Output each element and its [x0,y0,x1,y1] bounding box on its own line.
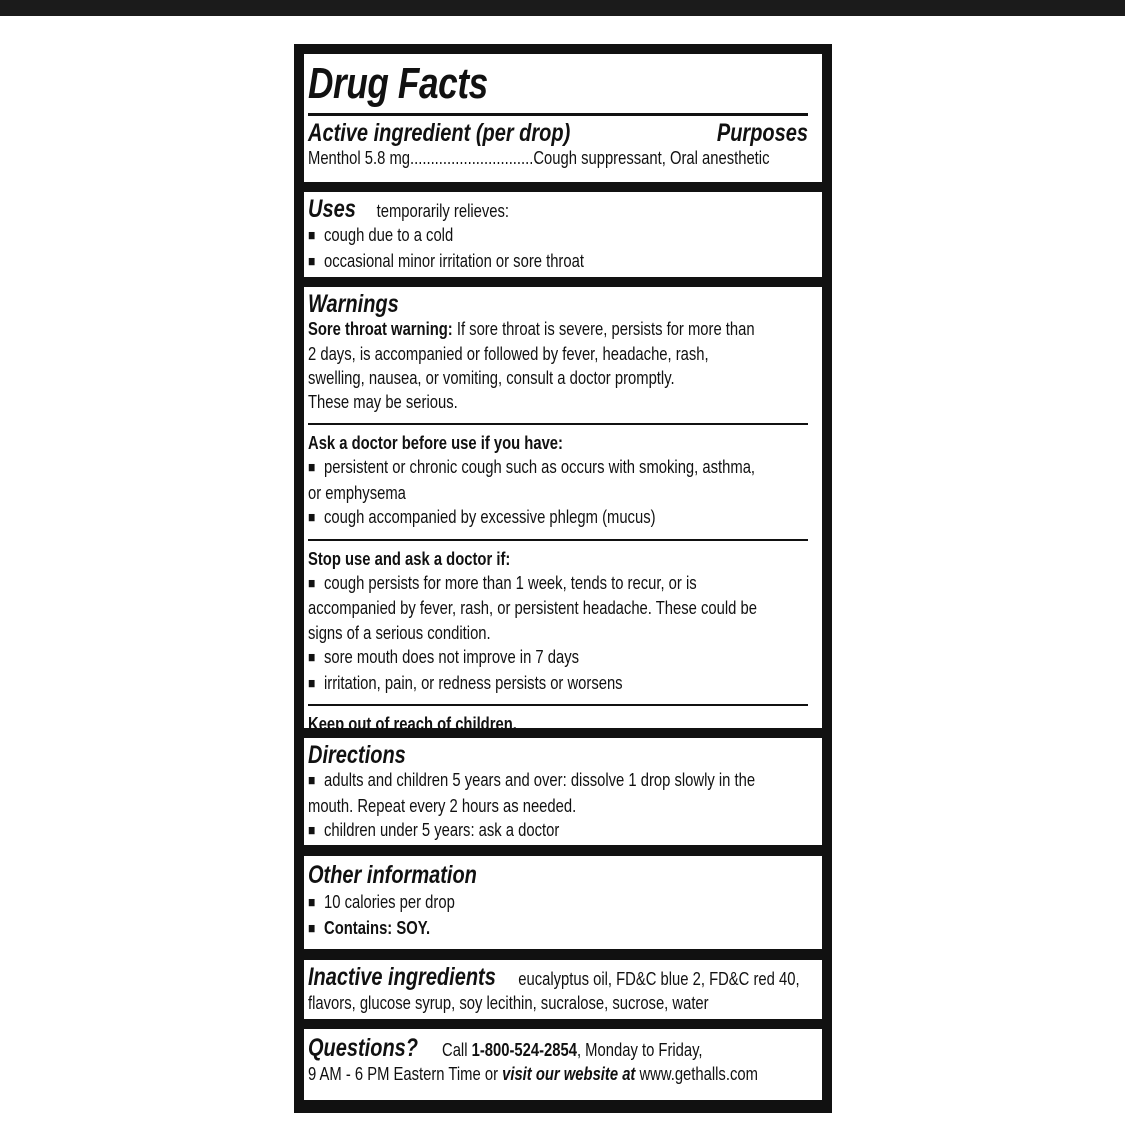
list-item-continued: or emphysema [308,481,406,503]
sore-throat-text: 2 days, is accompanied or followed by fever, headache, rash, [308,342,709,364]
phone-number[interactable]: 1-800-524-2854 [471,1039,577,1060]
directions-section [304,738,822,845]
other-information-heading: Other information [308,861,477,889]
list-item-continued: mouth. Repeat every 2 hours as needed. [308,794,577,816]
divider [308,704,808,706]
list-item: ■ occasional minor irritation or sore throat [308,249,808,274]
sore-throat-text: swelling, nausea, or vomiting, consult a doctor promptly. [308,367,675,389]
list-item: ■ persistent or chronic cough such as occurs with smoking, asthma, [308,455,808,480]
allergen-statement: ■ Contains: SOY. [308,916,808,941]
ask-doctor-heading: Ask a doctor before use if you have: [308,431,563,453]
list-item: ■ sore mouth does not improve in 7 days [308,645,808,670]
page-title: Drug Facts [308,59,488,108]
other-information-section [304,856,822,949]
list-item: ■ adults and children 5 years and over: dissolve 1 drop slowly in the [308,768,808,793]
list-item-continued: signs of a serious condition. [308,621,491,643]
warnings-heading: Warnings [308,290,399,318]
uses-heading: Uses [308,195,356,223]
sore-throat-label: Sore throat warning: [308,318,453,340]
sore-throat-text: If sore throat is severe, persists for more than [452,318,755,340]
list-item: ■ cough accompanied by excessive phlegm (mucus) [308,505,808,530]
stop-use-heading: Stop use and ask a doctor if: [308,547,511,569]
sore-throat-text: These may be serious. [308,391,458,413]
active-ingredient-heading: Active ingredient (per drop) [308,119,571,147]
inactive-ingredients-section [304,960,822,1019]
questions-heading: Questions? [308,1034,419,1062]
list-item: ■ irritation, pain, or redness persists or worsens [308,671,808,696]
list-item-continued: accompanied by fever, rash, or persistent headache. These could be [308,597,757,619]
inactive-ingredients-line: eucalyptus oil, FD&C blue 2, FD&C red 40, [518,968,800,989]
divider [308,423,808,425]
days-text: , Monday to Friday, [576,1039,703,1060]
questions-section [304,1029,822,1100]
purposes-heading: Purposes [716,119,808,147]
call-text: Call [442,1039,472,1060]
list-item: ■ children under 5 years: ask a doctor [308,818,808,843]
directions-heading: Directions [308,741,406,769]
list-item: ■ cough due to a cold [308,223,808,248]
header-section [304,54,822,182]
keep-out-of-reach: Keep out of reach of children. [308,712,517,734]
website-link[interactable]: www.gethalls.com [635,1063,758,1085]
hours-text: 9 AM - 6 PM Eastern Time or [308,1063,503,1085]
uses-section [304,192,822,277]
warnings-section [304,287,822,734]
list-item: ■ 10 calories per drop [308,890,808,915]
uses-lead: temporarily relieves: [376,200,510,221]
inactive-ingredients-heading: Inactive ingredients [308,963,496,991]
top-bar [0,0,1125,16]
divider [308,539,808,541]
title-rule [308,113,808,116]
drug-facts-label [294,44,832,1113]
visit-text: visit our website at [502,1063,636,1085]
active-ingredient-line: Menthol 5.8 mg..............................Cough suppressant, Oral anesthetic [308,147,770,169]
list-item: ■ cough persists for more than 1 week, tends to recur, or is [308,571,808,596]
inactive-ingredients-line: flavors, glucose syrup, soy lecithin, sucralose, sucrose, water [308,992,709,1014]
